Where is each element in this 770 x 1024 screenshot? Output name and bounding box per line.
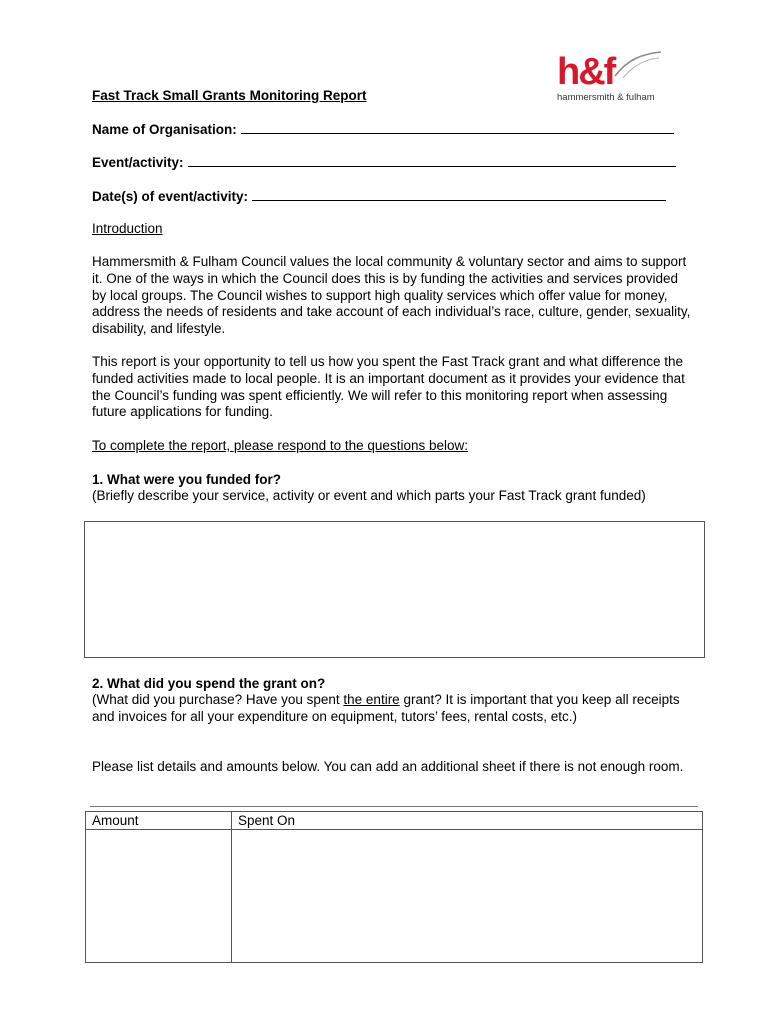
dates-field bbox=[92, 188, 666, 204]
instructions-text: To complete the report, please respond to the questions below: bbox=[92, 438, 468, 453]
question-1-answer-box[interactable] bbox=[84, 521, 705, 658]
amount-column-header: Amount bbox=[92, 813, 139, 828]
dates-label: Date(s) of event/activity: bbox=[92, 189, 249, 204]
question-2-help-start: (What did you purchase? Have you spent bbox=[92, 692, 344, 707]
question-1-heading: 1. What were you funded for? bbox=[92, 472, 282, 487]
question-1-help: (Briefly describe your service, activity or event and which parts your Fast Track grant funded) bbox=[92, 488, 646, 503]
question-2-heading: 2. What did you spend the grant on? bbox=[92, 676, 326, 691]
report-title: Fast Track Small Grants Monitoring Report bbox=[92, 88, 367, 103]
organisation-input-line[interactable] bbox=[241, 121, 674, 134]
table-column-divider bbox=[231, 812, 232, 962]
event-label: Event/activity: bbox=[92, 155, 184, 170]
intro-heading: Introduction bbox=[92, 221, 163, 236]
hf-logo bbox=[553, 50, 663, 104]
swoosh-icon bbox=[613, 50, 663, 80]
dates-input-line[interactable] bbox=[252, 188, 666, 201]
event-input-line[interactable] bbox=[188, 154, 676, 167]
expenditure-table bbox=[85, 811, 703, 963]
question-2-help bbox=[92, 692, 696, 726]
table-header-row bbox=[86, 812, 702, 830]
organisation-field bbox=[92, 121, 674, 137]
divider-rule bbox=[90, 806, 698, 807]
question-2-help-underlined: the entire bbox=[343, 692, 400, 707]
logo-mark: h&f bbox=[557, 51, 615, 93]
spent-on-column-header: Spent On bbox=[238, 813, 296, 828]
event-field bbox=[92, 154, 676, 170]
intro-paragraph-2: This report is your opportunity to tell us how you spent the Fast Track grant and what difference the funded activities made to local people. It is an important document as it provides your evidence that the Council’s funding was spent efficiently. We will refer to this monitoring report when assessing future applications for funding. bbox=[92, 354, 685, 420]
intro-paragraph-1: Hammersmith & Fulham Council values the local community & voluntary sector and aims to support it. One of the ways in which the Council does this is by funding the activities and services provided by local groups. The Council wishes to support high quality services which offer value for money, address the needs of residents and take account of each individual’s race, culture, gender, sexuality, disability, and lifestyle. bbox=[92, 254, 691, 337]
logo-name: hammersmith & fulham bbox=[557, 92, 655, 103]
organisation-label: Name of Organisation: bbox=[92, 122, 237, 137]
list-instructions: Please list details and amounts below. You can add an additional sheet if there is not enough room. bbox=[92, 759, 684, 774]
question-2-help-end: grant? It is important that you keep all receipts and invoices for all your expenditure on equipment, tutors’ fees, rental costs, etc.) bbox=[92, 692, 680, 724]
